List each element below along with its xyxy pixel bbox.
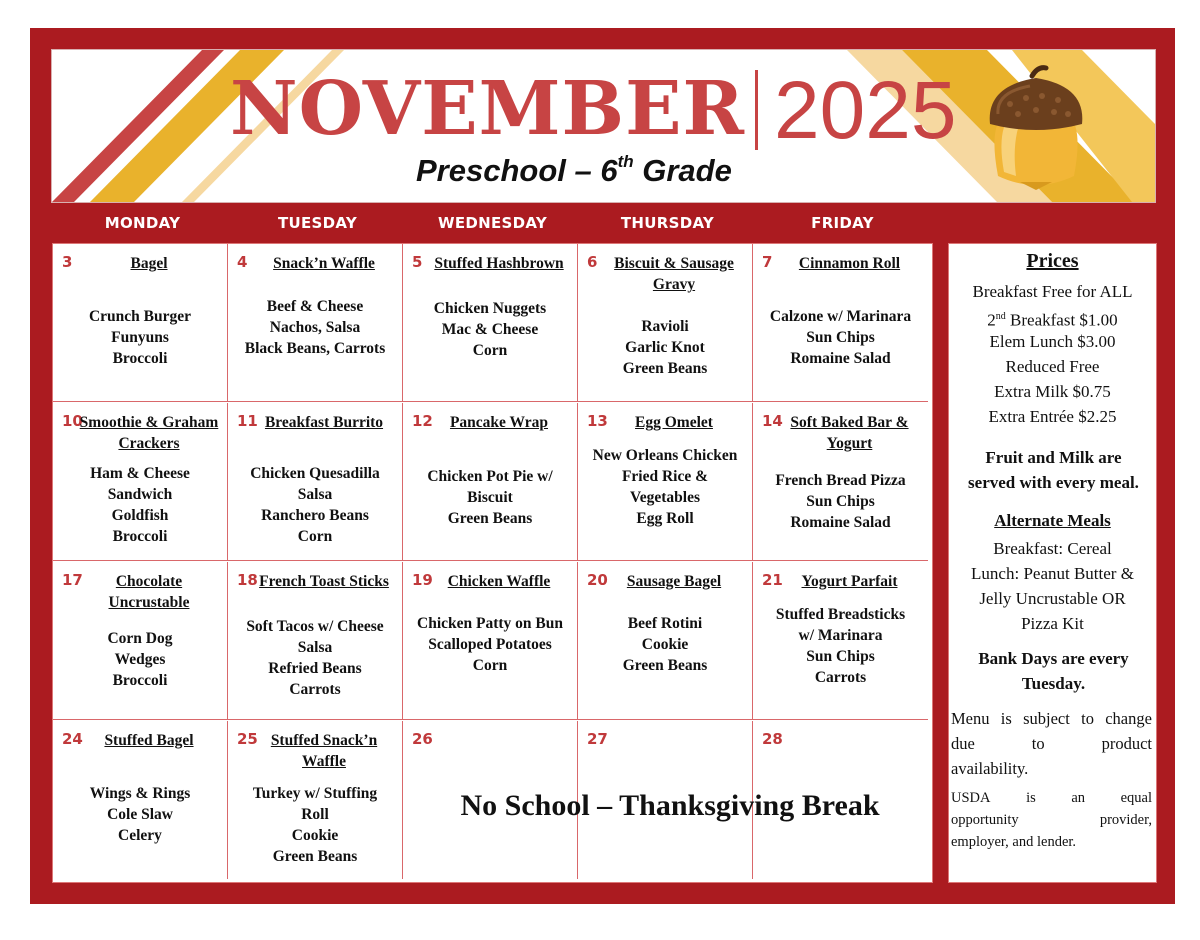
- day-number: 21: [762, 571, 783, 589]
- day-header-tuesday: TUESDAY: [277, 214, 358, 232]
- calendar-day-cell: [403, 562, 578, 720]
- lunch-line: Sun Chips: [806, 329, 875, 346]
- lunch-line: Nachos, Salsa: [269, 319, 361, 336]
- lunch-line: Sun Chips: [806, 493, 875, 510]
- breakfast-line: Waffle: [302, 753, 346, 770]
- lunch-items: [757, 470, 924, 533]
- lunch-items: [582, 445, 748, 529]
- lunch-items: [232, 296, 398, 359]
- menu-change-note: Menu is subject to change due to product availability.: [951, 706, 1152, 781]
- breakfast-line: Stuffed Hashbrown: [434, 255, 564, 272]
- no-school-notice: No School – Thanksgiving Break: [460, 789, 880, 822]
- breakfast-item: [75, 571, 223, 613]
- lunch-items: [232, 783, 398, 867]
- alternate-line: Pizza Kit: [1021, 614, 1084, 633]
- day-number: 13: [587, 412, 608, 430]
- calendar-day-cell: [753, 244, 928, 402]
- month-title: NOVEMBER: [230, 66, 745, 152]
- lunch-line: Wings & Rings: [89, 785, 191, 802]
- calendar-day-cell: [578, 562, 753, 720]
- lunch-line: Broccoli: [112, 350, 168, 367]
- day-number: 25: [237, 730, 258, 748]
- lunch-line: Carrots: [289, 681, 341, 698]
- calendar-day-cell: [228, 562, 403, 720]
- calendar-day-cell: [403, 244, 578, 402]
- breakfast-line: Cinnamon Roll: [798, 255, 901, 272]
- note-word: is: [1026, 790, 1036, 806]
- note-word: is: [1000, 709, 1012, 728]
- header-banner: [51, 49, 1156, 203]
- day-header-wednesday: WEDNESDAY: [437, 214, 548, 232]
- note-word: product: [1101, 734, 1152, 753]
- day-number: 20: [587, 571, 608, 589]
- breakfast-line: Yogurt: [826, 435, 873, 452]
- lunch-line: Corn: [472, 342, 508, 359]
- lunch-line: Celery: [118, 827, 162, 844]
- day-header-friday: FRIDAY: [811, 214, 874, 232]
- lunch-line: Ravioli: [641, 318, 689, 335]
- breakfast-line: Crackers: [118, 435, 180, 452]
- lunch-items: [232, 616, 398, 700]
- lunch-line: Scalloped Potatoes: [428, 636, 552, 653]
- lunch-line: Vegetables: [629, 489, 701, 506]
- day-number: 3: [62, 253, 73, 271]
- lunch-line: Corn: [297, 528, 333, 545]
- lunch-line: Cole Slaw: [107, 806, 173, 823]
- lunch-line: Black Beans, Carrots: [244, 340, 386, 357]
- note-word: change: [1105, 709, 1152, 728]
- breakfast-line: Bagel: [130, 255, 168, 272]
- usda-statement: USDA is an equal opportunity provider, employer, and lender.: [951, 787, 1152, 853]
- acorn-icon: [980, 64, 1090, 194]
- price-line: Reduced Free: [1005, 357, 1100, 376]
- calendar-day-cell: [578, 403, 753, 561]
- breakfast-line: Stuffed Bagel: [104, 732, 194, 749]
- lunch-line: Sandwich: [107, 486, 173, 503]
- day-number: 28: [762, 730, 783, 748]
- prices-title: Prices: [1026, 250, 1079, 272]
- year-title: 2025: [774, 65, 957, 156]
- calendar-day-cell: [753, 403, 928, 561]
- lunch-line: Beef Rotini: [627, 615, 703, 632]
- lunch-line: Beef & Cheese: [266, 298, 364, 315]
- lunch-line: Green Beans: [622, 360, 708, 377]
- alternate-line: Jelly Uncrustable OR: [979, 589, 1126, 608]
- note-word: an: [1071, 790, 1085, 806]
- lunch-line: Broccoli: [112, 672, 168, 689]
- breakfast-item: [75, 412, 223, 454]
- note-word: opportunity: [951, 812, 1019, 828]
- breakfast-item: [425, 412, 573, 433]
- calendar-day-cell: [753, 562, 928, 720]
- day-number: 17: [62, 571, 83, 589]
- breakfast-line: Egg Omelet: [635, 414, 713, 431]
- day-number: 4: [237, 253, 248, 271]
- day-number: 26: [412, 730, 433, 748]
- price-line: Breakfast Free for ALL: [972, 282, 1133, 301]
- lunch-line: Calzone w/ Marinara: [769, 308, 912, 325]
- breakfast-line: Uncrustable: [108, 594, 190, 611]
- breakfast-item: [75, 253, 223, 274]
- alternate-meals-title: Alternate Meals: [994, 511, 1111, 530]
- breakfast-item: [250, 730, 398, 772]
- lunch-line: Corn: [472, 657, 508, 674]
- breakfast-line: Sausage Bagel: [626, 573, 722, 590]
- calendar-day-cell: [53, 562, 228, 720]
- price-line: 2nd Breakfast $1.00: [987, 310, 1118, 330]
- lunch-line: Soft Tacos w/ Cheese: [246, 618, 384, 635]
- day-header-monday: MONDAY: [104, 214, 181, 232]
- lunch-items: [407, 298, 573, 361]
- breakfast-line: Breakfast Burrito: [264, 414, 384, 431]
- note-word: to: [1031, 734, 1045, 753]
- note-word: due: [951, 734, 975, 753]
- note-word: equal: [1120, 790, 1152, 806]
- lunch-line: French Bread Pizza: [775, 472, 906, 489]
- lunch-line: Refried Beans: [268, 660, 362, 677]
- calendar-day-cell: [228, 244, 403, 402]
- lunch-line: Carrots: [814, 669, 867, 686]
- lunch-line: Funyuns: [111, 329, 169, 346]
- lunch-line: Broccoli: [112, 528, 168, 545]
- lunch-line: Mac & Cheese: [441, 321, 539, 338]
- breakfast-item: [600, 412, 748, 433]
- breakfast-line: Pancake Wrap: [449, 414, 549, 431]
- lunch-items: [57, 463, 223, 547]
- price-line: Elem Lunch $3.00: [989, 332, 1116, 351]
- day-number: 14: [762, 412, 783, 430]
- breakfast-line: Biscuit & Sausage: [614, 255, 734, 272]
- price-line: Extra Entrée $2.25: [988, 407, 1117, 426]
- alternate-line: Lunch: Peanut Butter &: [971, 564, 1134, 583]
- breakfast-line: Stuffed Snack’n: [270, 732, 378, 749]
- lunch-line: Sun Chips: [806, 648, 875, 665]
- lunch-line: Biscuit: [467, 489, 513, 506]
- breakfast-item: [250, 253, 398, 274]
- breakfast-item: [600, 253, 748, 295]
- breakfast-line: Gravy: [652, 276, 696, 293]
- day-number: 10: [62, 412, 83, 430]
- lunch-items: [407, 613, 573, 676]
- lunch-line: Green Beans: [447, 510, 533, 527]
- breakfast-line: French Toast Sticks: [259, 573, 389, 590]
- lunch-line: Chicken Nuggets: [433, 300, 547, 317]
- lunch-line: Chicken Patty on Bun: [417, 615, 563, 632]
- lunch-line: Green Beans: [272, 848, 358, 865]
- breakfast-line: Smoothie & Graham: [79, 414, 219, 431]
- calendar-day-cell: [228, 721, 403, 879]
- lunch-line: w/ Marinara: [798, 627, 883, 644]
- breakfast-line: Soft Baked Bar &: [790, 414, 909, 431]
- lunch-line: Romaine Salad: [790, 350, 891, 367]
- lunch-line: Romaine Salad: [790, 514, 891, 531]
- lunch-line: Ham & Cheese: [90, 465, 190, 482]
- breakfast-line: Yogurt Parfait: [801, 573, 898, 590]
- lunch-items: [757, 604, 924, 688]
- title-divider: [755, 70, 758, 150]
- calendar-day-cell: [53, 721, 228, 879]
- day-header-thursday: THURSDAY: [620, 214, 715, 232]
- lunch-items: [57, 628, 223, 691]
- bank-days-note: Tuesday.: [1021, 674, 1086, 693]
- alternate-line: Breakfast: Cereal: [993, 539, 1112, 558]
- lunch-line: Roll: [301, 806, 329, 823]
- note-word: to: [1081, 709, 1094, 728]
- day-number: 11: [237, 412, 258, 430]
- lunch-line: Green Beans: [622, 657, 708, 674]
- day-number: 19: [412, 571, 433, 589]
- breakfast-item: [600, 571, 748, 592]
- fruit-milk-note: Fruit and Milk are: [985, 448, 1122, 467]
- day-number: 18: [237, 571, 258, 589]
- lunch-line: Goldfish: [111, 507, 169, 524]
- lunch-items: [232, 463, 398, 547]
- price-line: Extra Milk $0.75: [994, 382, 1111, 401]
- lunch-items: [57, 306, 223, 369]
- info-sidebar: [948, 243, 1157, 883]
- lunch-line: Stuffed Breadsticks: [775, 606, 906, 623]
- calendar-day-cell: [53, 403, 228, 561]
- menu-frame: [30, 28, 1175, 904]
- lunch-line: Ranchero Beans: [261, 507, 369, 524]
- note-word: provider,: [1099, 812, 1152, 828]
- day-number: 12: [412, 412, 433, 430]
- breakfast-item: [775, 571, 924, 592]
- lunch-line: Crunch Burger: [88, 308, 192, 325]
- lunch-line: Corn Dog: [107, 630, 173, 647]
- lunch-items: [407, 466, 573, 529]
- day-number: 24: [62, 730, 83, 748]
- calendar-day-cell: [578, 244, 753, 402]
- note-word: Menu: [951, 709, 990, 728]
- lunch-line: Chicken Pot Pie w/: [427, 468, 553, 485]
- day-number: 5: [412, 253, 423, 271]
- breakfast-line: Chocolate: [115, 573, 183, 590]
- calendar-day-cell: [53, 244, 228, 402]
- bank-days-note: Bank Days are every: [978, 649, 1129, 668]
- note-word: USDA: [951, 790, 991, 806]
- lunch-line: Wedges: [114, 651, 166, 668]
- lunch-line: Garlic Knot: [625, 339, 705, 356]
- calendar-day-cell: [403, 403, 578, 561]
- lunch-line: New Orleans Chicken: [592, 447, 738, 464]
- breakfast-item: [425, 253, 573, 274]
- lunch-items: [582, 613, 748, 676]
- breakfast-item: [250, 571, 398, 592]
- lunch-line: Salsa: [297, 486, 333, 503]
- lunch-line: Fried Rice &: [621, 468, 709, 485]
- breakfast-line: Snack’n Waffle: [273, 255, 375, 272]
- day-number: 27: [587, 730, 608, 748]
- breakfast-item: [775, 253, 924, 274]
- lunch-line: Egg Roll: [636, 510, 694, 527]
- fruit-milk-note: served with every meal.: [968, 473, 1139, 492]
- note-word: subject: [1023, 709, 1070, 728]
- lunch-line: Salsa: [297, 639, 333, 656]
- calendar-day-cell: [228, 403, 403, 561]
- breakfast-item: [425, 571, 573, 592]
- calendar-grid: [52, 243, 933, 883]
- lunch-items: [757, 306, 924, 369]
- lunch-line: Cookie: [291, 827, 339, 844]
- breakfast-item: [775, 412, 924, 454]
- lunch-items: [582, 316, 748, 379]
- lunch-items: [57, 783, 223, 846]
- lunch-line: Cookie: [641, 636, 689, 653]
- day-number: 7: [762, 253, 773, 271]
- breakfast-line: Chicken Waffle: [447, 573, 551, 590]
- grade-subtitle: Preschool – 6th Grade: [416, 152, 732, 188]
- breakfast-item: [250, 412, 398, 433]
- breakfast-item: [75, 730, 223, 751]
- lunch-line: Chicken Quesadilla: [250, 465, 380, 482]
- day-number: 6: [587, 253, 598, 271]
- lunch-line: Turkey w/ Stuffing: [252, 785, 378, 802]
